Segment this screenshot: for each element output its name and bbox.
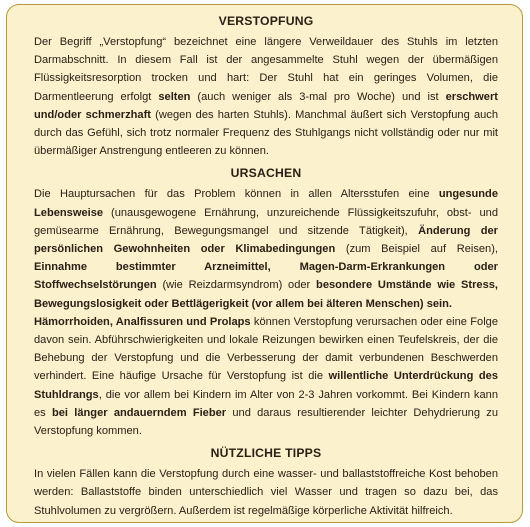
section-heading-verstopfung: VERSTOPFUNG — [218, 14, 314, 28]
text-span: Die Hauptursachen für das Problem können in allen Altersstufen eine — [34, 188, 439, 201]
emphasis-span: erschwert und/oder schmerzhaft — [34, 90, 498, 121]
text-span: (auch weniger als 3-mal pro Woche) und ist — [190, 90, 446, 103]
paragraph-verstopfung-definition — [34, 33, 498, 160]
text-span: (wie Reizdarmsyndrom) oder — [156, 279, 317, 292]
text-span: In vielen Fällen kann die Verstopfung durch eine wasser- und ballaststoffreiche Kost behoben werden: Ballaststoffe binden unterschiedlich viel Wasser und tragen so dazu bei, das Stuhlvolumen zu vergrößern. Außerdem ist regelmäßige körperliche Aktivität hilfreich. — [34, 468, 498, 517]
emphasis-span: ungesunde Lebensweise — [34, 188, 498, 219]
emphasis-span: bei länger andauerndem Fieber — [51, 406, 227, 419]
paragraph-tipps — [34, 465, 498, 520]
emphasis-span: willentliche Unterdrückung des Stuhldrangs — [34, 370, 498, 401]
emphasis-span: Hämorrhoiden, Analfissuren und Prolaps — [34, 315, 251, 328]
section-heading-ursachen: URSACHEN — [230, 166, 302, 181]
paragraph-ursachen-hauptursachen — [34, 185, 498, 312]
text-span: Der Begriff „Verstopfung“ bezeichnet eine längere Verweildauer des Stuhls im letzten Darmabschnitt. In diesem Fall ist der angesammelte Stuhl wegen der übermäßigen Flüssigkeitsresorption trocken und hart: Der Stuhl hat ein geringes Volumen, die Darmentleerung erfolgt — [34, 36, 498, 103]
section-heading-tipps: NÜTZLICHE TIPPS — [210, 446, 322, 461]
text-span: , die vor allem bei Kindern im Alter von 2-3 Jahren vorkommt. Bei Kindern kann es — [34, 388, 498, 419]
text-span: (zum Beispiel auf Reisen), — [335, 243, 498, 256]
emphasis-span: besondere Umstände wie Stress, Bewegungslosigkeit oder Bettlägerigkeit (vor allem bei älteren Menschen) sein. — [34, 279, 499, 310]
text-span: (unausgewogene Ernährung, unzureichende Flüssigkeitszufuhr, obst- und gemüsearme Ernährung, Bewegungsmangel und sitzende Tätigkeit), — [34, 206, 498, 237]
text-span: und daraus resultierender leichter Dehydrierung zu Verstopfung kommen. — [34, 406, 498, 438]
emphasis-span: Einnahme bestimmter Arzneimittel, Magen-Darm-Erkrankungen oder Stoffwechselstörungen — [34, 261, 498, 292]
text-span: können Verstopfung verursachen oder eine Folge davon sein. Abführschwierigkeiten und lokale Reizungen bewirken einen Teufelskreis, der die Behebung der Verstopfung und die Verbesserung der damit verbundenen Beschwerden verhindert. Eine häufige Ursache für Verstopfung ist die — [34, 315, 498, 383]
paragraph-ursachen-haemorrhoiden — [34, 313, 498, 440]
emphasis-span: Änderung der persönlichen Gewohnheiten oder Klimabedingungen — [34, 224, 498, 256]
text-span: (wegen des harten Stuhls). Manchmal äußert sich Verstopfung auch durch das Gefühl, sich trotz normaler Frequenz des Stuhlgangs nicht vollständig oder nur mit übermäßiger Anstrengung entleeren zu können. — [34, 108, 498, 158]
info-panel — [6, 4, 523, 523]
emphasis-span: selten — [158, 90, 191, 103]
